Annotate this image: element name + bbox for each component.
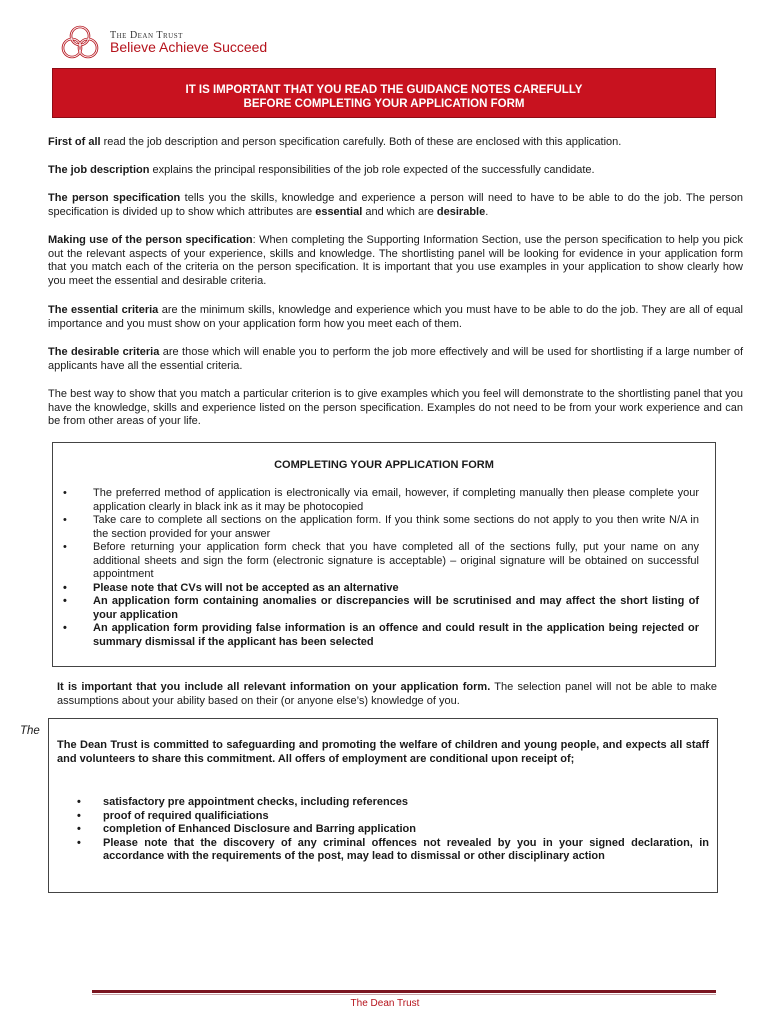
paragraph-text: and which are [362, 205, 437, 218]
paragraph-lead: Making use of the person specification [48, 234, 253, 246]
note-text: The selection panel will not be able to make assumptions about your ability based on their (or anyone else’s) knowledge of you. [57, 681, 717, 707]
paragraph-job-description [48, 164, 743, 178]
org-name: The Dean Trust [110, 30, 183, 41]
safeguarding-box [48, 718, 718, 893]
bullet-icon: • [77, 796, 81, 808]
paragraph-desirable-criteria [48, 346, 743, 373]
guidance-banner [52, 68, 716, 118]
essential-word: essential [315, 205, 363, 218]
banner-line-1: IT IS IMPORTANT THAT YOU READ THE GUIDANCE NOTES CAREFULLY [185, 84, 583, 96]
tagline: Believe Achieve Succeed [110, 39, 268, 55]
bullet-icon: • [77, 836, 81, 849]
bullet-icon: • [63, 487, 67, 499]
list-item-text: The preferred method of application is electronically via email, however, if completing manually then please complete your application clearly in black ink as it may be photocopied [93, 487, 699, 513]
list-item [63, 514, 699, 541]
paragraph-lead: The job description [48, 164, 150, 176]
list-item-text: An application form providing false information is an offence and could result in the application being rejected or summary dismissal if the applicant has been selected [93, 622, 699, 648]
list-item [63, 487, 699, 514]
list-item [63, 595, 699, 622]
list-item [77, 837, 709, 864]
desirable-word: desirable [436, 205, 486, 218]
paragraph-text: . [485, 205, 489, 218]
list-item-text: completion of Enhanced Disclosure and Barring application [103, 823, 416, 835]
paragraph-making-use [48, 234, 743, 288]
list-item-text: satisfactory pre appointment checks, including references [103, 796, 409, 808]
list-item-text: Please note that CVs will not be accepted as an alternative [93, 581, 399, 594]
stray-text-label: The [20, 725, 40, 737]
paragraph-text: are those which will enable you to perform the job more effectively and will be used for shortlisting if a large number of applicants have all the essential criteria. [48, 346, 743, 372]
list-item-text: Please note that the discovery of any criminal offences not revealed by you in your signed declaration, in accordance with the requirements of the post, may lead to dismissal or other disciplinary action [103, 836, 709, 862]
list-item [77, 810, 709, 824]
paragraph-best-way [48, 388, 743, 429]
footer-rule [92, 990, 716, 993]
bullet-icon: • [77, 809, 81, 822]
paragraph-lead: The essential criteria [48, 304, 159, 316]
paragraph-text: tells you the skills, knowledge and experience a person will need to have to be able to do the job. The person specification is divided up to show which attributes are [48, 192, 743, 218]
bullet-icon: • [63, 541, 67, 553]
safeguarding-intro: The Dean Trust is committed to safeguarding and promoting the welfare of children and young people, and expects all staff and volunteers to share this commitment. All offers of employment are conditional upon receipt of; [57, 739, 709, 765]
list-item [77, 823, 709, 837]
list-item [63, 541, 699, 582]
paragraph-first-of-all [48, 136, 743, 150]
list-item-text: Take care to complete all sections on the application form. If you think some sections do not apply to you then write N/A in the section provided for your answer [93, 514, 699, 540]
footer-rule-secondary [92, 994, 716, 995]
safeguarding-conditions-list [77, 796, 709, 864]
paragraph-essential-criteria [48, 304, 743, 331]
list-item [63, 622, 699, 649]
list-item-text: Before returning your application form check that you have completed all of the sections fully, put your name on any additional sheets and sign the form (electronic signature is acceptable) – original signature will be obtained on successful appointment [93, 541, 699, 580]
footer-text: The Dean Trust [350, 998, 420, 1009]
note-lead: It is important that you include all relevant information on your application form. [57, 681, 491, 693]
completing-box-title: COMPLETING YOUR APPLICATION FORM [274, 459, 494, 471]
banner-line-2: BEFORE COMPLETING YOUR APPLICATION FORM [243, 98, 525, 110]
completing-guidance-list [63, 487, 699, 649]
paragraph-person-specification [48, 192, 743, 219]
completing-application-box [52, 442, 716, 667]
relevant-information-note [57, 681, 717, 708]
logo [58, 22, 298, 64]
dean-trust-knot-logo-icon [58, 22, 102, 62]
list-item [63, 582, 699, 596]
list-item-text: An application form containing anomalies or discrepancies will be scrutinised and may affect the short listing of your application [93, 595, 699, 621]
list-item-text: proof of required qualificiations [103, 809, 269, 822]
paragraph-lead: The person specification [48, 192, 181, 204]
bullet-icon: • [63, 595, 67, 607]
list-item [77, 796, 709, 810]
bullet-icon: • [63, 581, 67, 594]
bullet-icon: • [77, 823, 81, 835]
paragraph-text: The best way to show that you match a particular criterion is to give examples which you feel will demonstrate to the shortlisting panel that you have the knowledge, skills and experience listed on the person specification. Examples do not need to be from your work experience and can be from other areas of your life. [48, 388, 743, 427]
bullet-icon: • [63, 514, 67, 526]
bullet-icon: • [63, 622, 67, 634]
paragraph-text: read the job description and person specification carefully. Both of these are enclosed with this application. [100, 136, 622, 148]
paragraph-text: are the minimum skills, knowledge and experience which you must have to be able to do the job. They are all of equal importance and you must show on your application form how you meet each of them. [48, 304, 743, 330]
paragraph-text: : When completing the Supporting Information Section, use the person specification to help you pick out the relevant aspects of your experience, skills and knowledge. The shortlisting panel will be looking for evidence in your application form that you match each of the criteria on the person specification. It is important that you use examples in your application to show clearly how you meet the essential and desirable criteria. [48, 234, 743, 287]
paragraph-lead: The desirable criteria [48, 346, 160, 358]
paragraph-lead: First of all [48, 136, 101, 148]
paragraph-text: explains the principal responsibilities of the job role expected of the successfully candidate. [149, 164, 595, 176]
